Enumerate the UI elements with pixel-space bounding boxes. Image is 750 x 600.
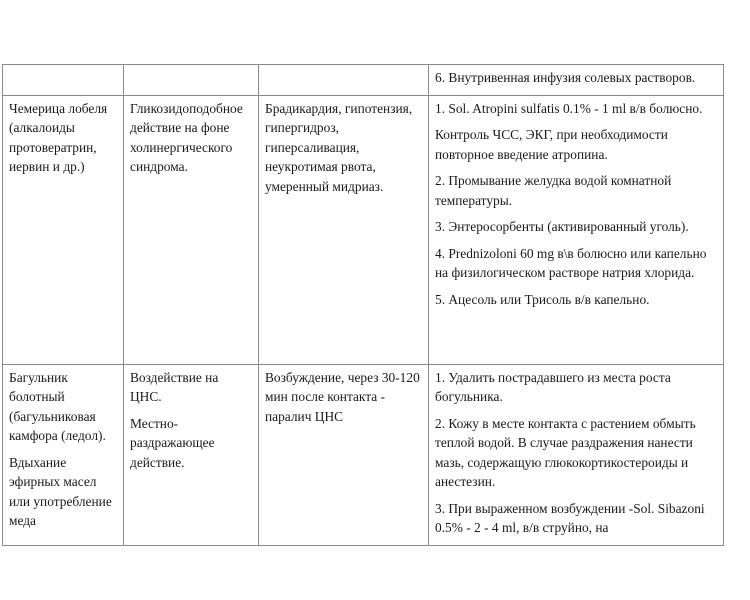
treatment-step: 1. Удалить пострадавшего из места роста богульника. xyxy=(435,369,671,404)
treatment-step: 1. Sol. Atropini sulfatis 0.1% - 1 ml в/в болюсно. xyxy=(435,100,703,116)
poisoning-treatment-table xyxy=(2,64,724,546)
cell-treatment xyxy=(429,364,724,545)
treatment-step: 2. Кожу в месте контакта с растением обмыть теплой водой. В случае раздражения нанести мазь, содержащую глюкокортикостероиды и анестезин. xyxy=(435,415,696,489)
treatment-step: 3. При выраженном возбуждении -Sol. Sibazoni 0.5% - 2 - 4 ml, в/в струйно, на xyxy=(435,500,705,535)
cell-mechanism xyxy=(124,65,259,96)
mechanism-text: Воздействие на ЦНС. xyxy=(130,369,219,404)
treatment-step: 3. Энтеросорбенты (активированный уголь). xyxy=(435,219,689,234)
cell-plant xyxy=(3,95,124,364)
treatment-step: 4. Prednizoloni 60 mg в\в болюсно или капельно на физилогическом растворе натрия хлорида. xyxy=(435,245,707,280)
cell-treatment xyxy=(429,65,724,96)
treatment-step: 6. Внутривенная инфузия солевых растворов. xyxy=(435,70,696,85)
cell-mechanism xyxy=(124,95,259,364)
symptoms-text: Возбуждение, через 30-120 мин после контакта - паралич ЦНС xyxy=(265,369,420,424)
plant-name: Чемерица лобеля (алкалоиды протовератрин, иервин и др.) xyxy=(9,100,108,174)
cell-symptoms xyxy=(259,65,429,96)
table-row xyxy=(3,364,724,545)
table-row xyxy=(3,95,724,364)
cell-symptoms xyxy=(259,95,429,364)
mechanism-text: Гликозидоподобное действие на фоне холинергического синдрома. xyxy=(130,100,243,174)
plant-exposure: Вдыхание эфирных масел или употребление меда xyxy=(9,454,112,528)
cell-symptoms xyxy=(259,364,429,545)
cell-treatment xyxy=(429,95,724,364)
symptoms-text: Брадикардия, гипотензия, гипергидроз, гиперсаливация, неукротимая рвота, умеренный мидриаз. xyxy=(265,100,413,194)
table-row xyxy=(3,65,724,96)
cell-mechanism xyxy=(124,364,259,545)
treatment-step: Контроль ЧСС, ЭКГ, при необходимости повторное введение атропина. xyxy=(435,127,668,162)
treatment-step: 5. Ацесоль или Трисоль в/в капельно. xyxy=(435,291,650,307)
plant-name: Багульник болотный (багульниковая камфора (ледол). xyxy=(9,369,106,443)
cell-plant xyxy=(3,65,124,96)
cell-plant xyxy=(3,364,124,545)
mechanism-text: Местно-раздражающее действие. xyxy=(130,415,215,470)
treatment-step: 2. Промывание желудка водой комнатной температуры. xyxy=(435,173,672,208)
